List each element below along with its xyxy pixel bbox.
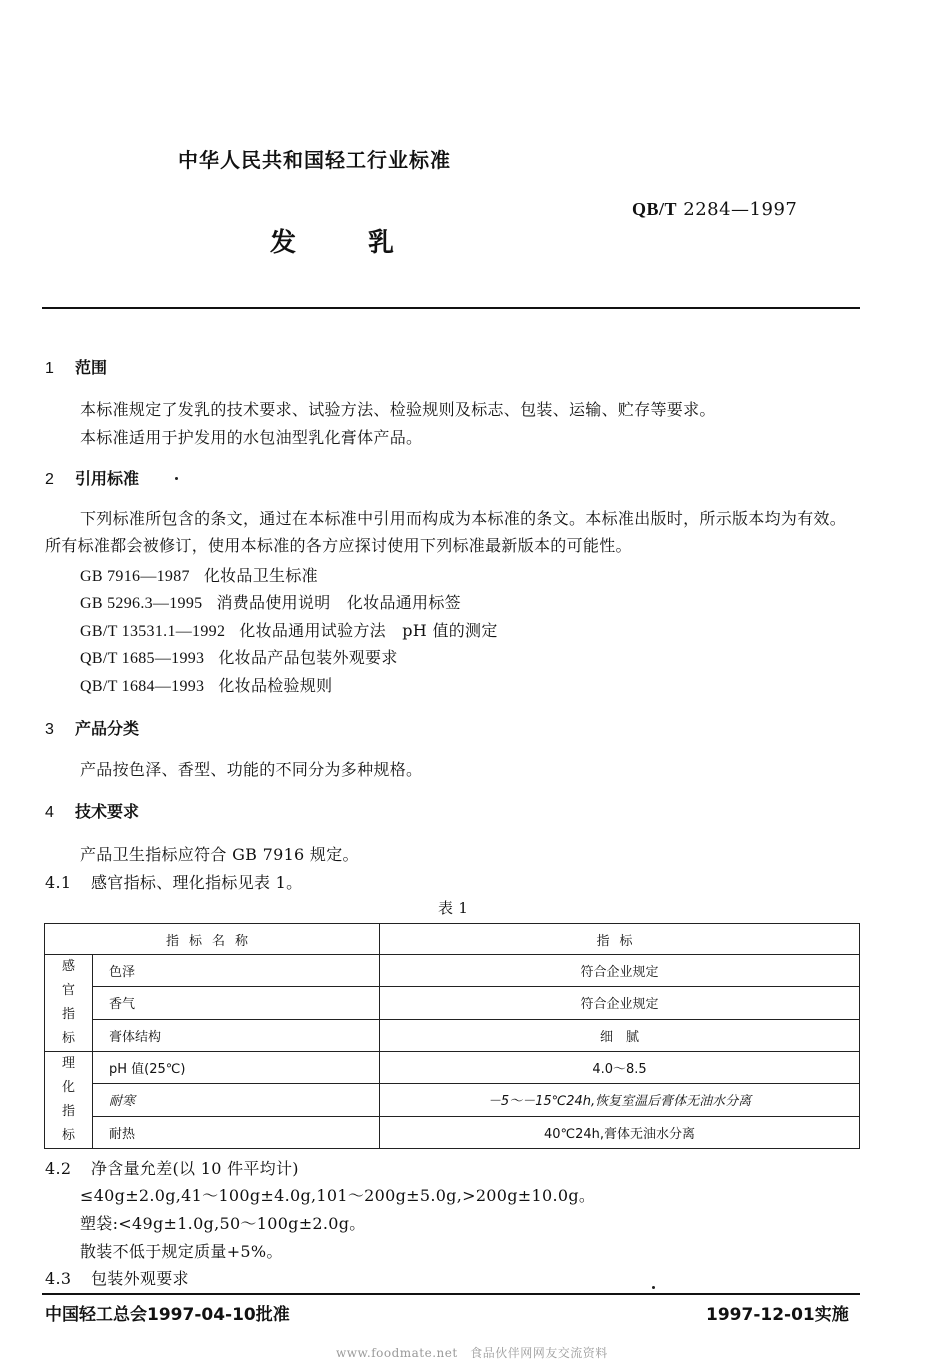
section-2-heading: [45, 466, 139, 489]
indicator-name: 香气: [93, 987, 380, 1019]
subsection-text: 包装外观要求: [91, 1269, 189, 1288]
title-char-2: 乳: [368, 228, 395, 258]
reference-name: 消费品使用说明 化妆品通用标签: [216, 593, 461, 612]
standard-code-number: 2284—1997: [683, 199, 798, 220]
subsection-number: 4.1: [45, 873, 72, 892]
section-1-para-1: 本标准规定了发乳的技术要求、试验方法、检验规则及标志、包装、运输、贮存等要求。: [80, 400, 716, 419]
standard-code: [632, 199, 797, 220]
section-4-3: [45, 1266, 189, 1289]
category-char: 官: [61, 983, 75, 998]
header-divider: [42, 307, 860, 309]
reference-name: 化妆品产品包装外观要求: [218, 648, 398, 667]
reference-item: [80, 673, 332, 696]
section-number: 2: [45, 471, 54, 488]
section-4-para-1: 产品卫生指标应符合 GB 7916 规定。: [80, 845, 359, 864]
indicator-value: 4.0～8.5: [380, 1052, 860, 1084]
indicator-table: [44, 923, 860, 1149]
standard-code-prefix: QB/T: [632, 199, 678, 219]
indicator-value: －5～－15℃24h,恢复室温后膏体无油水分离: [380, 1084, 860, 1116]
net-content-line-3: 散装不低于规定质量+5%。: [80, 1242, 283, 1261]
table-caption: 表 1: [438, 899, 469, 917]
indicator-value: 符合企业规定: [380, 987, 860, 1019]
section-4-1: [45, 870, 302, 893]
section-number: 3: [45, 721, 54, 738]
category-char: 化: [61, 1080, 75, 1095]
table-row: [45, 987, 860, 1019]
section-title: 引用标准: [75, 469, 140, 488]
section-number: 1: [45, 360, 54, 377]
approval-date: 中国轻工总会1997-04-10批准: [45, 1305, 290, 1325]
indicator-value: 40℃24h,膏体无油水分离: [380, 1116, 860, 1148]
subsection-number: 4.3: [45, 1269, 72, 1288]
reference-item: [80, 563, 318, 586]
section-3-para-1: 产品按色泽、香型、功能的不同分为多种规格。: [80, 760, 423, 779]
section-4-2: [45, 1156, 299, 1179]
table-row: [45, 955, 860, 987]
title-char-1: 发: [270, 228, 297, 258]
reference-name: 化妆品通用试验方法 pH 值的测定: [239, 621, 498, 640]
section-title: 技术要求: [75, 802, 140, 821]
table-row: [45, 1052, 860, 1084]
section-title: 范围: [75, 358, 108, 377]
net-content-line-2: 塑袋:<49g±1.0g,50～100g±2.0g。: [80, 1214, 366, 1233]
indicator-name: pH 值(25℃): [93, 1052, 380, 1084]
category-char: 标: [61, 1031, 75, 1046]
section-title: 产品分类: [75, 719, 140, 738]
category-char: 指: [61, 1007, 75, 1022]
reference-code: QB/T 1685—1993: [80, 650, 205, 667]
indicator-value: 细 腻: [380, 1019, 860, 1051]
table-header-row: [45, 924, 860, 955]
table-row: [45, 1084, 860, 1116]
reference-item: [80, 590, 461, 613]
category-char: 指: [61, 1104, 75, 1119]
reference-item: [80, 645, 398, 668]
category-physicochemical: [45, 1052, 93, 1149]
section-1-heading: [45, 355, 107, 378]
table-header-value: 指标: [380, 924, 860, 955]
subsection-text: 感官指标、理化指标见表 1。: [91, 873, 303, 892]
category-char: 理: [61, 1056, 75, 1071]
table-header-name: 指标名称: [45, 924, 380, 955]
watermark: www.foodmate.net 食品伙伴网网友交流资料: [336, 1346, 608, 1360]
indicator-value: 符合企业规定: [380, 955, 860, 987]
standard-organization: 中华人民共和国轻工行业标准: [178, 148, 451, 172]
table-row: [45, 1019, 860, 1051]
reference-code: QB/T 1684—1993: [80, 678, 205, 695]
stray-dot: [175, 477, 178, 480]
section-1-para-2: 本标准适用于护发用的水包油型乳化膏体产品。: [80, 428, 423, 447]
category-char: 标: [61, 1128, 75, 1143]
subsection-number: 4.2: [45, 1159, 72, 1178]
indicator-name: 耐热: [93, 1116, 380, 1148]
category-sensory: [45, 955, 93, 1052]
reference-item: [80, 618, 498, 641]
subsection-text: 净含量允差(以 10 件平均计): [91, 1159, 299, 1178]
indicator-name: 色泽: [93, 955, 380, 987]
reference-name: 化妆品检验规则: [218, 676, 333, 695]
table-row: [45, 1116, 860, 1148]
indicator-name: 膏体结构: [93, 1019, 380, 1051]
indicator-name: 耐寒: [93, 1084, 380, 1116]
document-title: [270, 222, 394, 259]
net-content-line-1: ≤40g±2.0g,41～100g±4.0g,101～200g±5.0g,>200g±10.0g。: [80, 1186, 596, 1205]
reference-code: GB 5296.3—1995: [80, 595, 203, 612]
section-number: 4: [45, 804, 54, 821]
category-char: 感: [61, 959, 75, 974]
section-3-heading: [45, 716, 139, 739]
section-4-heading: [45, 799, 139, 822]
reference-code: GB/T 13531.1—1992: [80, 623, 226, 640]
reference-code: GB 7916—1987: [80, 568, 190, 585]
section-2-para-1: 下列标准所包含的条文，通过在本标准中引用而构成为本标准的条文。本标准出版时，所示版本均为有效。所有标准都会被修订，使用本标准的各方应探讨使用下列标准最新版本的可能性。: [45, 509, 847, 555]
reference-name: 化妆品卫生标准: [203, 566, 318, 585]
stray-dot: [652, 1286, 655, 1289]
effective-date: 1997-12-01实施: [706, 1305, 849, 1325]
footer-divider: [42, 1293, 860, 1295]
